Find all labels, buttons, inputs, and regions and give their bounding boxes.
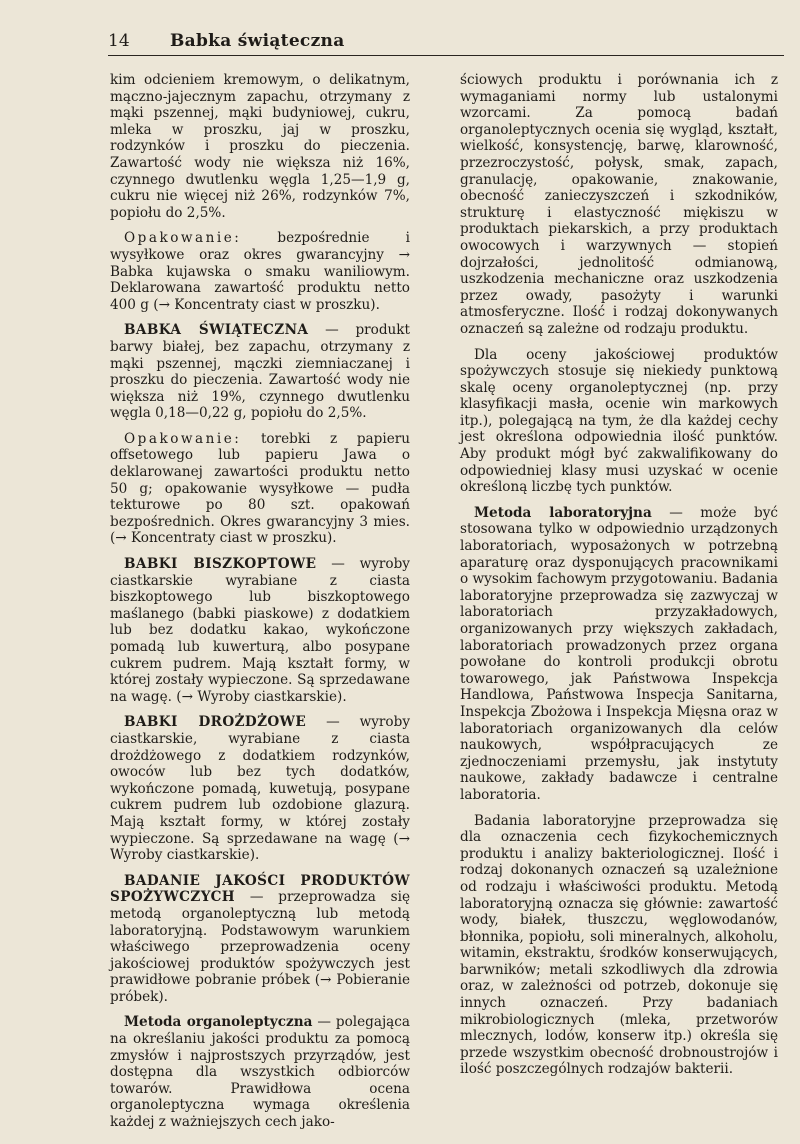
page-number: 14 — [108, 31, 130, 51]
running-title: Babka świąteczna — [170, 31, 345, 51]
packaging-label: Opakowanie: — [124, 430, 242, 447]
right-column — [460, 72, 778, 1087]
subheading: Metoda laboratoryjna — [474, 504, 652, 521]
entry-babki-drozdzowe: BABKI DROŻDŻOWE — wyroby ciastkarskie, wyrabiane z ciasta drożdżowego z dodatkiem rodzynków, owoców lub bez tych dodatków, wykończone pomadą, kuwetują, posypane cukrem pudrem lub ozdobione glazurą. Mają kształt formy, w której zostały wypieczone. Są sprzedawane na wagę (→ Wyroby ciastkarskie). — [110, 714, 410, 864]
entry-heading: BADANIE JAKOŚCI PRODUKTÓW SPOŻYWCZYCH — [110, 872, 410, 906]
paragraph-babka-packaging: Opakowanie: torebki z papieru offsetowego lub papieru Jawa o deklarowanej zawartości produktu netto 50 g; opakowanie wysyłkowe — pudła tekturowe po 80 szt. opakowań bezpośrednich. Okres gwarancyjny 3 mies. (→ Koncentraty ciast w proszku). — [110, 430, 410, 547]
packaging-label: Opakowanie: — [124, 230, 242, 247]
entry-badanie-jakosci: BADANIE JAKOŚCI PRODUKTÓW SPOŻYWCZYCH — przeprowadza się metodą organoleptyczną lub metodą laboratoryjną. Podstawowym warunkiem właściwego przeprowadzenia oceny jakościowej produktów spożywczych jest prawidłowe pobranie próbek (→ Pobieranie próbek). — [110, 872, 410, 1005]
paragraph-intro: kim odcieniem kremowym, o delikatnym, mączno-jajecznym zapachu, otrzymany z mąki pszennej, mąki budyniowej, cukru, mleka w proszku, jaj w proszku, rodzynków i proszku do pieczenia. Zawartość wody nie większa niż 16%, czynnego dwutlenku węgla 1,25—1,9 g, cukru nie więcej niż 26%, rodzynków 7%, popiołu do 2,5%. — [110, 72, 410, 221]
paragraph-laboratory-tests: Badania laboratoryjne przeprowadza się dla oznaczenia cech fizykochemicznych produktu i analizy bakteriologicznej. Ilość i rodzaj dokonanych oznaczeń są uzależnione od rodzaju i właściwości produktu. Metodą laboratoryjną oznacza się głównie: zawartość wody, białek, tłuszczu, węglowodanów, błonnika, popiołu, soli mineralnych, alkoholu, witamin, ekstraktu, środków konserwujących, barwników; metali szkodliwych dla zdrowia oraz, w zależności od potrzeb, dokonuje się innych oznaczeń. Przy badaniach mikrobiologicznych (mleka, przetworów mlecznych, lodów, konserw itp.) określa się przede wszystkim obecność drobnoustrojów i ilość poszczególnych rodzajów bakterii. — [460, 812, 778, 1078]
subheading: Metoda organoleptyczna — [124, 1014, 313, 1031]
entry-babka-swiateczna: BABKA ŚWIĄTECZNA — produkt barwy białej, bez zapachu, otrzymany z mąki pszennej, mączki ziemniaczanej i proszku do pieczenia. Zawartość wody nie większa niż 19%, czynnego dwutlenku węgla 0,18—0,22 g, popiołu do 2,5%. — [110, 322, 410, 422]
paragraph-continuation: ściowych produktu i porównania ich z wymaganiami normy lub ustalonymi wzorcami. Za pomocą badań organoleptycznych ocenia się wygląd, kształt, wielkość, konsystencję, barwę, klarowność, przezroczystość, połysk, smak, zapach, granulację, opakowanie, znakowanie, obecność zanieczyszczeń i szkodników, strukturę i elastyczność miękiszu w produktach piekarskich, a przy produktach owocowych i warzywnych — stopień dojrzałości, jednolitość odmianową, uszkodzenia mechaniczne oraz uszkodzenia przez owady, pasożyty i warunki atmosferyczne. Ilość i rodzaj dokonywanych oznaczeń są zależne od rodzaju produktu. — [460, 72, 778, 337]
entry-heading: BABKI BISZKOPTOWE — [124, 556, 317, 573]
paragraph-organoleptic-method: Metoda organoleptyczna — polegająca na określaniu jakości produktu za pomocą zmysłów i najprostszych przyrządów, jest dostępna dla wszystkich odbiorców towarów. Prawidłowa ocena organoleptyczna wymaga określenia każdej z ważniejszych cech jako- — [110, 1014, 410, 1131]
entry-babki-biszkoptowe: BABKI BISZKOPTOWE — wyroby ciastkarskie wyrabiane z ciasta biszkoptowego lub biszkoptowego maślanego (babki piaskowe) z dodatkiem lub bez dodatku kakao, wykończone pomadą lub kuwerturą, albo posypane cukrem pudrem. Mają kształt formy, w której zostały wypieczone. Są sprzedawane na wagę. (→ Wyroby ciastkarskie). — [110, 556, 410, 705]
paragraph-laboratory-method: Metoda laboratoryjna — może być stosowana tylko w odpowiednio urządzonych laboratoriach, wyposażonych w potrzebną aparaturę oraz dysponujących pracownikami o wysokim fachowym przygotowaniu. Badania laboratoryjne przeprowadza się zazwyczaj w laboratoriach przyzakładowych, organizowanych przy większych zakładach, laboratoriach prowadzonych przez organa powołane do kontroli produkcji obrotu towarowego, jak Państwowa Inspekcja Handlowa, Państwowa Inspecja Sanitarna, Inspekcja Zbożowa i Inspekcja Mięsna oraz w laboratoriach organizowanych dla celów naukowych, współpracujących ze zjednoczeniami przemysłu, jak instytuty naukowe, zakłady badawcze i centralne laboratoria. — [460, 504, 778, 803]
page-header — [108, 28, 784, 56]
entry-heading: BABKI DROŻDŻOWE — [124, 714, 307, 731]
paragraph-packaging: Opakowanie: bezpośrednie i wysyłkowe oraz okres gwarancyjny → Babka kujawska o smaku waniliowym. Deklarowana zawartość produktu netto 400 g (→ Koncentraty ciast w proszku). — [110, 230, 410, 313]
entry-heading: BABKA ŚWIĄTECZNA — [124, 322, 309, 339]
paragraph-point-scale: Dla oceny jakościowej produktów spożywczych stosuje się niekiedy punktową skalę oceny organoleptycznej (np. przy klasyfikacji masła, ocenie win markowych itp.), polegającą na tym, że dla każdej cechy jest określona odpowiednia ilość punktów. Aby produkt mógł być zakwalifikowany do odpowiedniej klasy musi uzyskać w ocenie określoną liczbę tych punktów. — [460, 346, 778, 496]
left-column — [110, 72, 410, 1140]
